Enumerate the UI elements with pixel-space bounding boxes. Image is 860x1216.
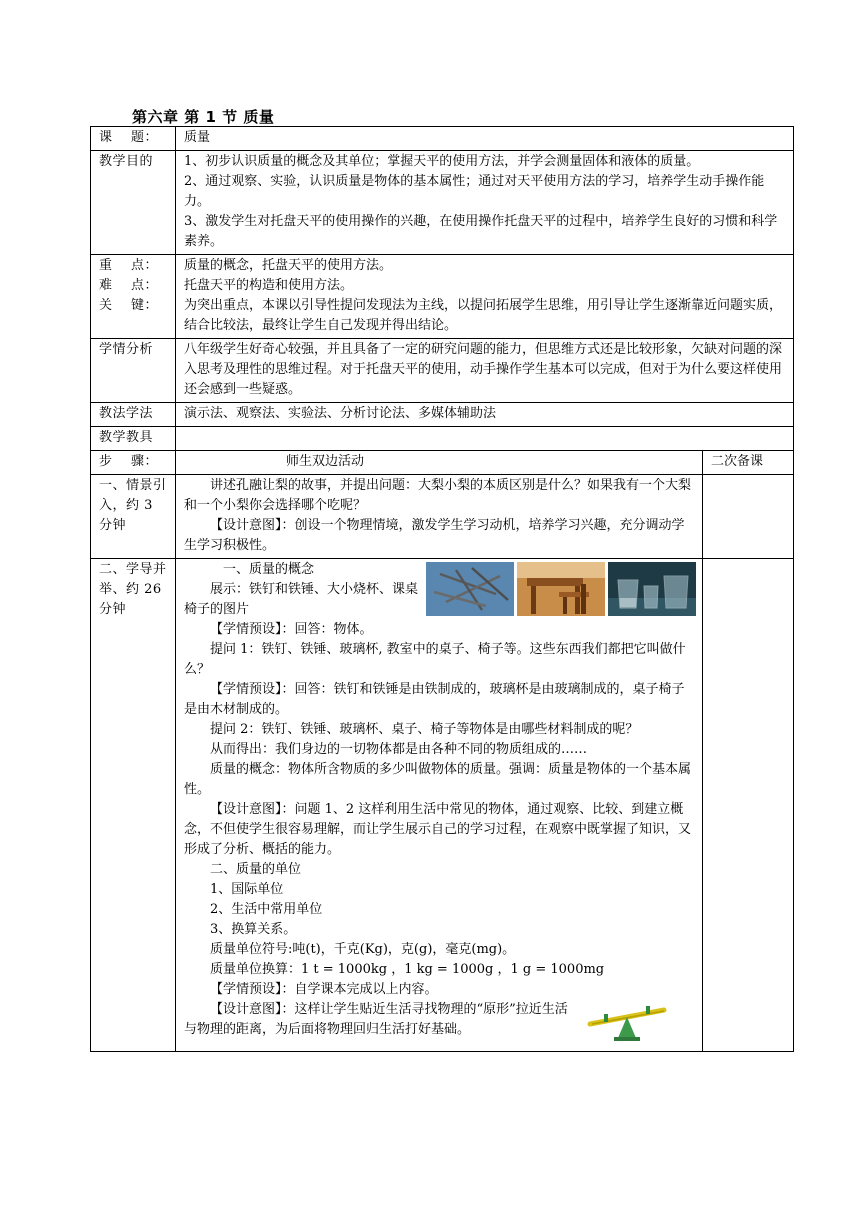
step2-para: 从而得出：我们身边的一切物体都是由各种不同的物质组成的…… xyxy=(210,742,588,757)
prep-header: 二次备课 xyxy=(703,451,794,475)
key-labels xyxy=(91,255,176,339)
step2-para: 【学情预设】：自学课本完成以上内容。 xyxy=(210,982,438,997)
table-row xyxy=(91,427,794,451)
goal-line: 3、激发学生对托盘天平的使用操作的兴趣，在使用操作托盘天平的过程中，培养学生良好的习惯和科学素养。 xyxy=(184,214,778,249)
key-text: 质量的概念，托盘天平的使用方法。 xyxy=(184,258,393,273)
step1-para: 讲述孔融让梨的故事，并提出问题：大梨小梨的本质区别是什么？如果我有一个大梨和一个小梨你会选择哪个吃呢？ xyxy=(184,478,692,513)
situation-text: 八年级学生好奇心较强，并且具备了一定的研究问题的能力，但思维方式还是比较形象，欠缺对问题的深入思考及理性的思维过程。对于托盘天平的使用，动手操作学生基本可以完成，但对于为什么要这样使用还会感到一些疑惑。 xyxy=(176,339,794,403)
key-label: 关 键： xyxy=(99,298,159,313)
lesson-plan-table xyxy=(90,126,794,1052)
tools-label: 教学教具 xyxy=(91,427,176,451)
table-row xyxy=(91,127,794,151)
situation-label: 学情分析 xyxy=(91,339,176,403)
seesaw-picture xyxy=(584,1002,670,1049)
step2-para: 质量单位换算：1 t = 1000kg ，1 kg = 1000g ，1 g = 1000mg xyxy=(210,962,605,977)
goal-line: 1、初步认识质量的概念及其单位；掌握天平的使用方法，并学会测量固体和液体的质量。 xyxy=(184,154,700,169)
steps-label: 步 骤： xyxy=(91,451,176,475)
topic-value: 质量 xyxy=(176,127,794,151)
step2-para: 【学情预设】：回答：铁钉和铁锤是由铁制成的，玻璃杯是由玻璃制成的，桌子椅子是由木材制成的。 xyxy=(184,682,685,717)
step2-para: 质量的概念：物体所含物质的多少叫做物体的质量。强调：质量是物体的一个基本属性。 xyxy=(184,762,692,797)
step2-para: 质量单位符号:吨(t)，千克(Kg)，克(g)，毫克(mg)。 xyxy=(210,942,516,957)
step1-para: 【设计意图】：创设一个物理情境，激发学生学习动机，培养学习兴趣，充分调动学生学习积极性。 xyxy=(184,518,685,553)
key-text: 为突出重点，本课以引导性提问发现法为主线，以提问拓展学生思维，用引导让学生逐渐靠近问题实质，结合比较法，最终让学生自己发现并得出结论。 xyxy=(184,298,783,333)
step1-label: 一、情景引入，约 3 分钟 xyxy=(91,475,176,559)
section1-heading: 一、质量的概念 xyxy=(223,562,315,577)
key-label: 重 点： xyxy=(99,258,159,273)
step2-para: 3、换算关系。 xyxy=(210,922,297,937)
table-row xyxy=(91,475,794,559)
step2-para: 提问 2：铁钉、铁锤、玻璃杯、桌子、椅子等物体是由哪些材料制成的呢？ xyxy=(210,722,639,737)
table-row xyxy=(91,339,794,403)
step2-para: 2、生活中常用单位 xyxy=(210,902,323,917)
step2-para: 1、国际单位 xyxy=(210,882,284,897)
nails-photo xyxy=(426,562,514,616)
beakers-photo xyxy=(608,562,696,616)
table-row xyxy=(91,559,794,1052)
table-row xyxy=(91,255,794,339)
table-row xyxy=(91,451,794,475)
step2-content xyxy=(176,559,703,1052)
desk-chair-photo xyxy=(517,562,605,616)
table-row xyxy=(91,151,794,255)
step2-label: 二、学导并举、约 26 分钟 xyxy=(91,559,176,1052)
table-row xyxy=(91,403,794,427)
step1-prep xyxy=(703,475,794,559)
key-text: 托盘天平的构造和使用方法。 xyxy=(184,278,354,293)
goal-line: 2、通过观察、实验，认识质量是物体的基本属性；通过对天平使用方法的学习，培养学生动手操作能力。 xyxy=(184,174,765,209)
tools-value xyxy=(176,427,794,451)
key-label: 难 点： xyxy=(99,278,159,293)
goals-content xyxy=(176,151,794,255)
step2-para: 【设计意图】：问题 1、2 这样利用生活中常见的物体，通过观察、比较、到建立概念，不但使学生很容易理解，而让学生展示自己的学习过程，在观察中既掌握了知识，又形成了分析、概括的能力。 xyxy=(184,802,692,857)
methods-value: 演示法、观察法、实验法、分析讨论法、多媒体辅助法 xyxy=(176,403,794,427)
photo-strip xyxy=(426,562,696,616)
show-text: 展示：铁钉和铁锤、大小烧杯、课桌椅子的图片 xyxy=(184,582,419,617)
step1-content xyxy=(176,475,703,559)
key-content xyxy=(176,255,794,339)
activity-header-label: 师生双边活动 xyxy=(286,454,365,469)
step2-last-para: 【设计意图】：这样让学生贴近生活寻找物理的“原形”拉近生活与物理的距离，为后面将物理回归生活打好基础。 xyxy=(184,1002,568,1037)
page-title: 第六章 第 1 节 质量 xyxy=(132,108,275,126)
goals-label: 教学目的 xyxy=(91,151,176,255)
topic-label: 课 题： xyxy=(91,127,176,151)
step2-prep xyxy=(703,559,794,1052)
step2-para: 提问 1：铁钉、铁锤、玻璃杯, 教室中的桌子、椅子等。这些东西我们都把它叫做什么？ xyxy=(184,642,686,677)
step2-para: 【学情预设】：回答：物体。 xyxy=(210,622,373,637)
methods-label: 教法学法 xyxy=(91,403,176,427)
activity-header xyxy=(176,451,703,475)
section2-heading: 二、质量的单位 xyxy=(210,862,302,877)
